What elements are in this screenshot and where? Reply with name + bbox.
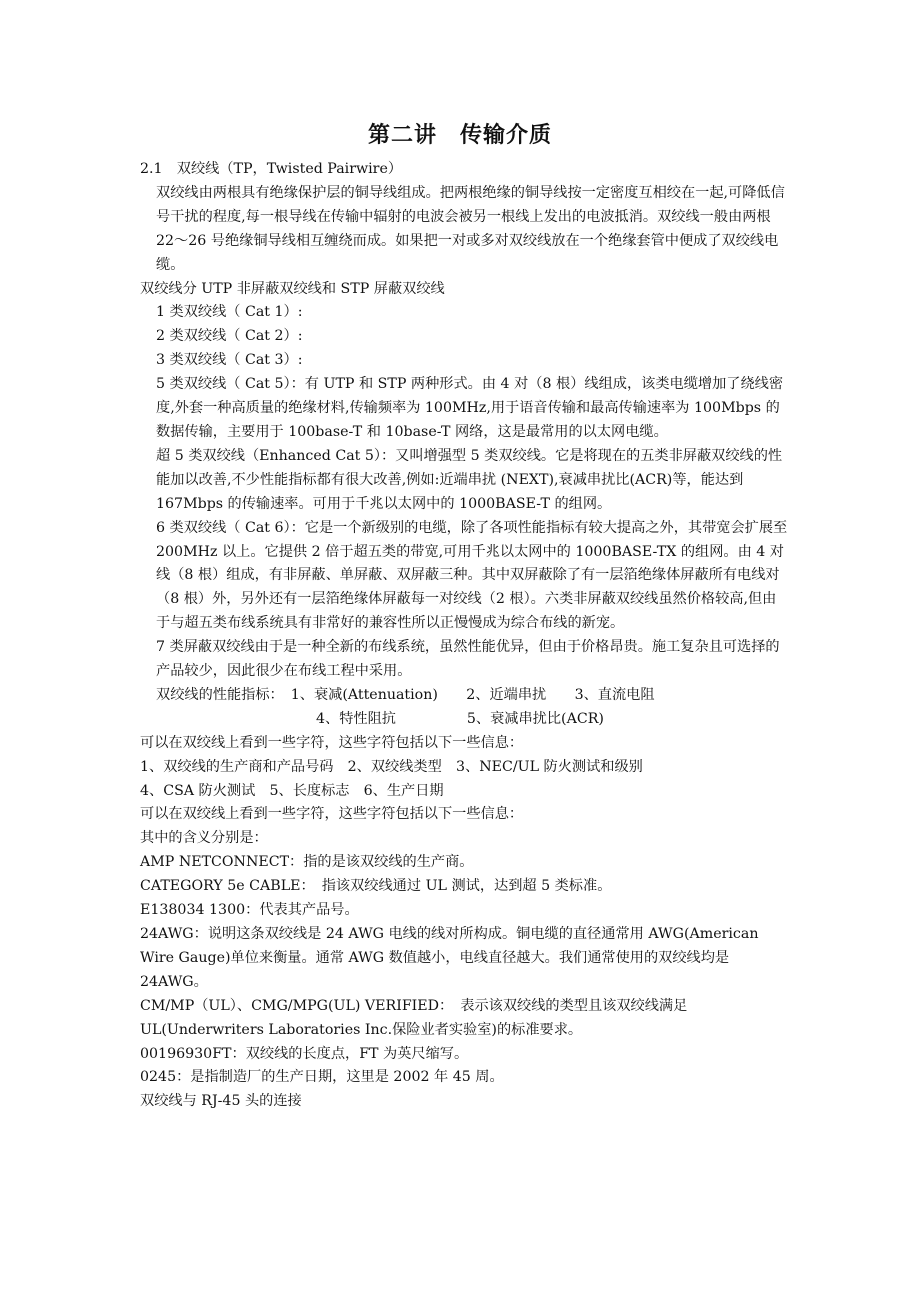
document-body [140, 158, 790, 1114]
paragraph-cm-mp: CM/MP（UL）、CMG/MPG(UL) VERIFIED： 表示该双绞线的类型且该双绞线满足 UL(Underwriters Laboratories Inc.保险业者实验室)的标准要求。 [140, 997, 692, 1038]
paragraph-date: 0245：是指制造厂的生产日期，这里是 2002 年 45 周。 [140, 1069, 504, 1086]
page-title: 第二讲 传输介质 [367, 123, 552, 148]
paragraph-cat5: 5 类双绞线（ Cat 5）：有 UTP 和 STP 两种形式。由 4 对（8 根）线组成，该类电缆增加了绕线密度,外套一种高质量的绝缘材料,传输频率为 100MHz,用于语音传输和最高传输速率为 100Mbps 的数据传输，主要用于 100base-T 和 10base-T 网络，这是最常用的以太网电缆。 [156, 376, 784, 440]
paragraph-category: CATEGORY 5e CABLE： 指该双绞线通过 UL 测试，达到超 5 类标准。 [140, 878, 612, 895]
paragraph-amp: AMP NETCONNECT：指的是该双绞线的生产商。 [140, 854, 474, 871]
paragraph-meanings: 其中的含义分别是： [140, 830, 268, 847]
paragraph-cat5e: 超 5 类双绞线（Enhanced Cat 5）：又叫增强型 5 类双绞线。它是将现在的五类非屏蔽双绞线的性能加以改善,不少性能指标都有很大改善,例如:近端串扰 (NEXT),衰减串扰比(ACR)等，能达到 167Mbps 的传输速率。可用于千兆以太网中的 1000BASE-T 的组网。 [156, 447, 783, 512]
paragraph-markings-intro: 可以在双绞线上看到一些字符，这些字符包括以下一些信息： [140, 734, 524, 751]
paragraph-cat7: 7 类屏蔽双绞线由于是一种全新的布线系统，虽然性能优异，但由于价格昂贵。施工复杂且可选择的产品较少，因此很少在布线工程中采用。 [156, 639, 780, 680]
paragraph-rj45: 双绞线与 RJ-45 头的连接 [140, 1093, 302, 1110]
paragraph-intro: 双绞线由两根具有绝缘保护层的铜导线组成。把两根绝缘的铜导线按一定密度互相绞在一起,可降低信号干扰的程度,每一根导线在传输中辐射的电波会被另一根线上发出的电波抵消。双绞线一般由两根 22～26 号绝缘铜导线相互缠绕而成。如果把一对或多对双绞线放在一个绝缘套管中便成了双绞线电缆。 [156, 184, 785, 273]
paragraph-types: 双绞线分 UTP 非屏蔽双绞线和 STP 屏蔽双绞线 [140, 280, 445, 297]
paragraph-markings-intro-2: 可以在双绞线上看到一些字符，这些字符包括以下一些信息： [140, 806, 524, 823]
section-heading: 2.1 双绞线（TP，Twisted Pairwire） [140, 161, 403, 177]
paragraph-awg: 24AWG：说明这条双绞线是 24 AWG 电线的线对所构成。铜电缆的直径通常用 AWG(American Wire Gauge)单位来衡量。通常 AWG 数值越小，电线直径越大。我们通常使用的双绞线均是 24AWG。 [140, 926, 763, 990]
list-item-cat3: 3 类双绞线（ Cat 3）: [156, 352, 303, 369]
paragraph-markings-list-2: 4、CSA 防火测试 5、长度标志 6、生产日期 [140, 782, 444, 799]
paragraph-performance-1: 双绞线的性能指标： 1、衰减(Attenuation) 2、近端串扰 3、直流电阻 [156, 686, 655, 703]
list-item-cat1: 1 类双绞线（ Cat 1）: [156, 304, 303, 321]
paragraph-product-number: E138034 1300：代表其产品号。 [140, 902, 359, 919]
paragraph-performance-2: 4、特性阻抗 5、衰减串扰比(ACR) [316, 710, 604, 727]
list-item-cat2: 2 类双绞线（ Cat 2）: [156, 328, 303, 345]
paragraph-markings-list-1: 1、双绞线的生产商和产品号码 2、双绞线类型 3、NEC/UL 防火测试和级别 [140, 758, 643, 775]
paragraph-cat6: 6 类双绞线（ Cat 6）：它是一个新级别的电缆，除了各项性能指标有较大提高之外，其带宽会扩展至 200MHz 以上。它提供 2 倍于超五类的带宽,可用千兆以太网中的 1000BASE-TX 的组网。由 4 对线（8 根）组成，有非屏蔽、单屏蔽、双屏蔽三种。其中双屏蔽除了有一层箔绝缘体屏蔽所有电线对（8 根）外，另外还有一层箔绝缘体屏蔽每一对绞线（2 根）。六类非屏蔽双绞线虽然价格较高,但由于与超五类布线系统具有非常好的兼容性所以正慢慢成为综合布线的新宠。 [156, 519, 792, 632]
paragraph-length: 00196930FT：双绞线的长度点，FT 为英尺缩写。 [140, 1045, 469, 1062]
